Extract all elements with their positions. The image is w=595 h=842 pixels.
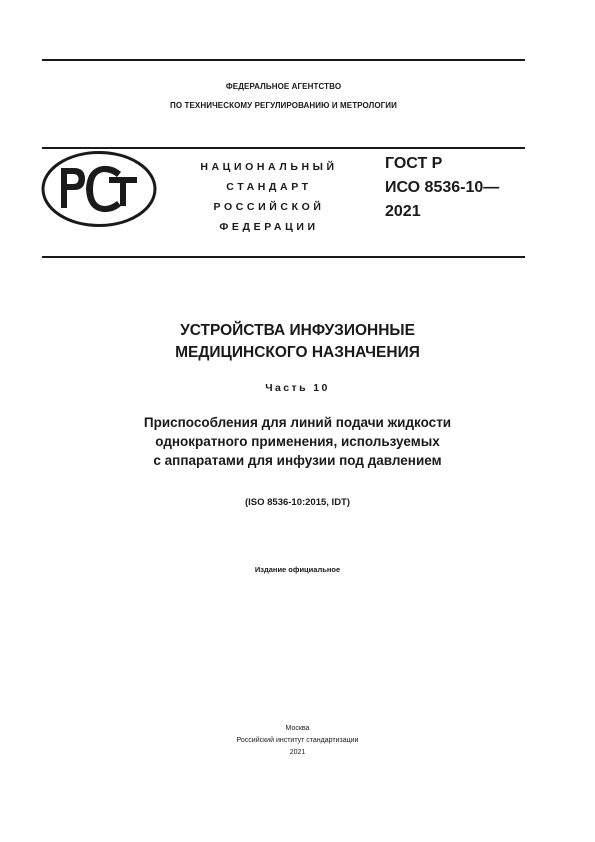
gost-line: 2021 (385, 203, 421, 220)
iso-reference: (ISO 8536-10:2015, IDT) (244, 497, 351, 508)
gost-designation (385, 152, 499, 224)
subtitle-line: однократного применения, используемых (155, 434, 440, 449)
part-label: Часть 10 (265, 382, 330, 394)
agency-line-1: ФЕДЕРАЛЬНОЕ АГЕНТСТВО (225, 82, 342, 91)
publisher-institute: Российский институт стандартизации (236, 737, 359, 744)
document-title (42, 320, 553, 364)
title-line: УСТРОЙСТВА ИНФУЗИОННЫЕ (180, 322, 415, 339)
top-rule (42, 59, 525, 61)
national-line: НАЦИОНАЛЬНЫЙ (200, 161, 338, 173)
national-line: ФЕДЕРАЦИИ (219, 221, 319, 233)
subtitle-line: Приспособления для линий подачи жидкости (143, 415, 452, 430)
national-standard-label (185, 157, 353, 237)
subtitle-line: с аппаратами для инфузии под давлением (153, 453, 442, 468)
national-line: СТАНДАРТ (226, 181, 312, 193)
publisher-year: 2021 (289, 749, 306, 756)
rst-logo-icon (41, 150, 157, 228)
publisher-block (42, 723, 553, 759)
gost-line: ИСО 8536-10— (385, 179, 500, 196)
edition-label: Издание официальное (254, 565, 341, 574)
publisher-city: Москва (285, 725, 310, 732)
gost-line: ГОСТ Р (385, 155, 443, 172)
agency-line-2: ПО ТЕХНИЧЕСКОМУ РЕГУЛИРОВАНИЮ И МЕТРОЛОГИИ (169, 101, 398, 110)
bottom-rule (42, 256, 525, 258)
title-line: МЕДИЦИНСКОГО НАЗНАЧЕНИЯ (175, 344, 420, 361)
document-subtitle (42, 413, 553, 470)
national-line: РОССИЙСКОЙ (213, 201, 325, 213)
middle-rule (42, 147, 525, 149)
